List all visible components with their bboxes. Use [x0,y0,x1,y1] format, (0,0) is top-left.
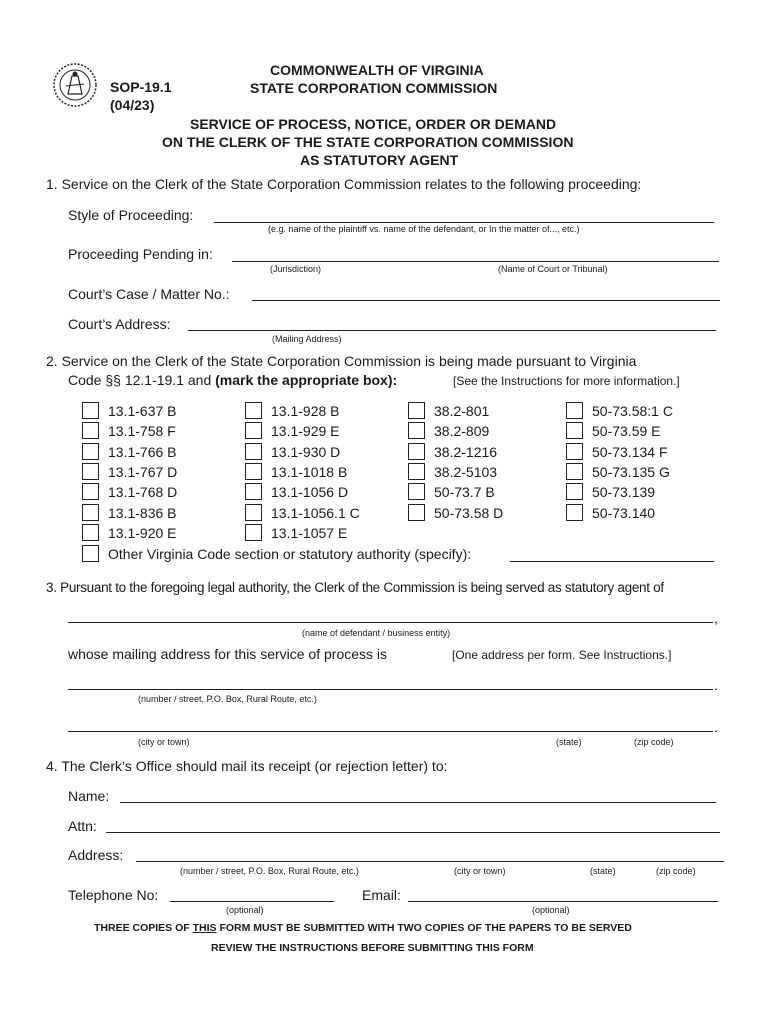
style-of-proceeding-field[interactable] [214,222,714,223]
code-checkbox-col4-5[interactable] [566,504,583,521]
code-label-col2-2: 13.1-930 D [271,443,341,460]
receipt-street-hint: (number / street, P.O. Box, Rural Route, etc.) [180,866,359,876]
street-period: . [714,677,718,693]
code-label-col3-1: 38.2-809 [434,423,490,440]
mark-box-instruction: (mark the appropriate box): [215,372,398,388]
defendant-city-state-zip-field[interactable] [68,731,713,732]
section2-heading-line1: 2. Service on the Clerk of the State Corporation Commission is being made pursuant to Virginia [46,353,637,369]
style-hint: (e.g. name of the plaintiff vs. name of the defendant, or In the matter of..., etc.) [268,224,580,234]
one-address-note: [One address per form. See Instructions.] [452,648,672,662]
code-label-col2-4: 13.1-1056 D [271,484,349,501]
form-date: (04/23) [110,97,155,113]
code-label-col3-2: 38.2-1216 [434,443,498,460]
code-checkbox-col1-5[interactable] [82,504,99,521]
receipt-state-hint: (state) [590,866,616,876]
city-period: . [714,719,718,735]
receipt-name-label: Name: [68,788,110,804]
code-checkbox-col3-4[interactable] [408,483,425,500]
telephone-label: Telephone No: [68,887,159,903]
code-checkbox-col3-5[interactable] [408,504,425,521]
code-checkbox-col1-6[interactable] [82,524,99,541]
proceeding-pending-field[interactable] [232,261,719,262]
code-label-col3-5: 50-73.58 D [434,504,504,521]
code-label-col1-6: 13.1-920 E [108,524,177,541]
code-label-col1-5: 13.1-836 B [108,504,177,521]
code-label-col2-3: 13.1-1018 B [271,463,348,480]
code-checkbox-col1-3[interactable] [82,463,99,480]
court-name-hint: (Name of Court or Tribunal) [498,264,608,274]
other-authority-field[interactable] [510,561,714,562]
code-label-col2-1: 13.1-929 E [271,423,340,440]
code-label-col3-3: 38.2-5103 [434,463,498,480]
telephone-optional: (optional) [226,905,264,915]
code-label-col3-4: 50-73.7 B [434,484,495,501]
defendant-street-field[interactable] [68,689,713,690]
code-checkbox-col3-3[interactable] [408,463,425,480]
code-checkbox-col1-4[interactable] [82,483,99,500]
court-address-label: Court’s Address: [68,316,171,332]
title-line1: SERVICE OF PROCESS, NOTICE, ORDER OR DEMAND [190,116,557,132]
code-checkbox-col4-2[interactable] [566,443,583,460]
code-checkbox-col1-0[interactable] [82,402,99,419]
receipt-address-label: Address: [68,847,124,863]
code-label-col1-3: 13.1-767 D [108,463,178,480]
other-authority-checkbox[interactable] [82,545,99,562]
section2-heading-line2 [68,372,397,388]
email-optional: (optional) [532,905,570,915]
email-field[interactable] [408,901,718,902]
code-checkbox-col4-3[interactable] [566,463,583,480]
telephone-field[interactable] [170,901,334,902]
proceeding-pending-label: Proceeding Pending in: [68,246,213,262]
case-number-label: Court’s Case / Matter No.: [68,286,230,302]
code-checkbox-col4-1[interactable] [566,422,583,439]
code-checkbox-col2-4[interactable] [245,483,262,500]
code-checkbox-col2-2[interactable] [245,443,262,460]
code-label-col4-3: 50-73.135 G [592,463,670,480]
agency-line2: STATE CORPORATION COMMISSION [250,80,498,96]
section2-code-text: Code §§ 12.1-19.1 and [68,372,216,388]
code-checkbox-col2-3[interactable] [245,463,262,480]
see-instructions-note: [See the Instructions for more information.] [453,374,680,388]
form-number: SOP-19.1 [110,79,172,95]
case-number-field[interactable] [252,300,720,301]
defendant-comma: , [714,610,718,626]
code-checkbox-col4-0[interactable] [566,402,583,419]
receipt-address-field[interactable] [136,861,724,862]
defendant-zip-hint: (zip code) [634,737,674,747]
code-label-col1-0: 13.1-637 B [108,403,177,419]
section3-heading: 3. Pursuant to the foregoing legal authority, the Clerk of the Commission is being served as statutory agent of [46,580,664,595]
code-label-col1-1: 13.1-758 F [108,423,176,440]
code-label-col4-4: 50-73.139 [592,484,656,501]
section1-heading: 1. Service on the Clerk of the State Corporation Commission relates to the following proceeding: [46,176,642,192]
receipt-attn-label: Attn: [68,818,97,834]
footer-copies-a: THREE COPIES OF [94,922,193,934]
code-checkbox-col1-1[interactable] [82,422,99,439]
code-checkbox-col2-1[interactable] [245,422,262,439]
code-checkbox-col1-2[interactable] [82,443,99,460]
defendant-city-hint: (city or town) [138,737,190,747]
code-label-col2-6: 13.1-1057 E [271,524,348,541]
code-checkbox-col3-2[interactable] [408,443,425,460]
defendant-hint: (name of defendant / business entity) [302,628,451,638]
mailing-address-label: whose mailing address for this service of process is [68,646,388,662]
code-checkbox-col2-5[interactable] [245,504,262,521]
defendant-name-field[interactable] [68,622,713,623]
mailing-address-hint: (Mailing Address) [272,334,342,344]
jurisdiction-hint: (Jurisdiction) [270,264,322,274]
style-of-proceeding-label: Style of Proceeding: [68,207,194,223]
email-label: Email: [362,887,401,903]
code-checkbox-col4-4[interactable] [566,483,583,500]
agency-line1: COMMONWEALTH OF VIRGINIA [270,62,484,78]
code-label-col4-5: 50-73.140 [592,504,656,521]
other-authority-label: Other Virginia Code section or statutory authority (specify): [108,546,472,562]
receipt-zip-hint: (zip code) [656,866,696,876]
title-line2: ON THE CLERK OF THE STATE CORPORATION COMMISSION [162,134,574,150]
code-label-col4-1: 50-73.59 E [592,423,661,440]
code-checkbox-col2-0[interactable] [245,402,262,419]
section4-heading: 4. The Clerk’s Office should mail its receipt (or rejection letter) to: [46,758,448,774]
code-label-col1-4: 13.1-768 D [108,484,178,501]
title-line3: AS STATUTORY AGENT [300,152,459,168]
code-label-col2-5: 13.1-1056.1 C [271,504,360,521]
code-label-col1-2: 13.1-766 B [108,443,177,460]
code-checkbox-col3-1[interactable] [408,422,425,439]
footer-copies-notice [94,922,632,934]
code-label-col4-0: 50-73.58:1 C [592,403,673,419]
code-checkbox-col2-6[interactable] [245,524,262,541]
receipt-city-hint: (city or town) [454,866,506,876]
defendant-street-hint: (number / street, P.O. Box, Rural Route, etc.) [138,694,317,704]
footer-review-notice: REVIEW THE INSTRUCTIONS BEFORE SUBMITTING THIS FORM [211,942,534,954]
code-label-col4-2: 50-73.134 F [592,443,668,460]
code-label-col3-0: 38.2-801 [434,403,490,419]
receipt-name-field[interactable] [120,802,716,803]
state-seal-icon [52,62,98,108]
code-checkbox-col3-0[interactable] [408,402,425,419]
code-label-col2-0: 13.1-928 B [271,403,340,419]
defendant-state-hint: (state) [556,737,582,747]
footer-copies-c: FORM MUST BE SUBMITTED WITH TWO COPIES OF THE PAPERS TO BE SERVED [216,922,632,934]
footer-this-emphasis: THIS [192,922,217,934]
court-address-field[interactable] [188,330,716,331]
receipt-attn-field[interactable] [106,832,720,833]
